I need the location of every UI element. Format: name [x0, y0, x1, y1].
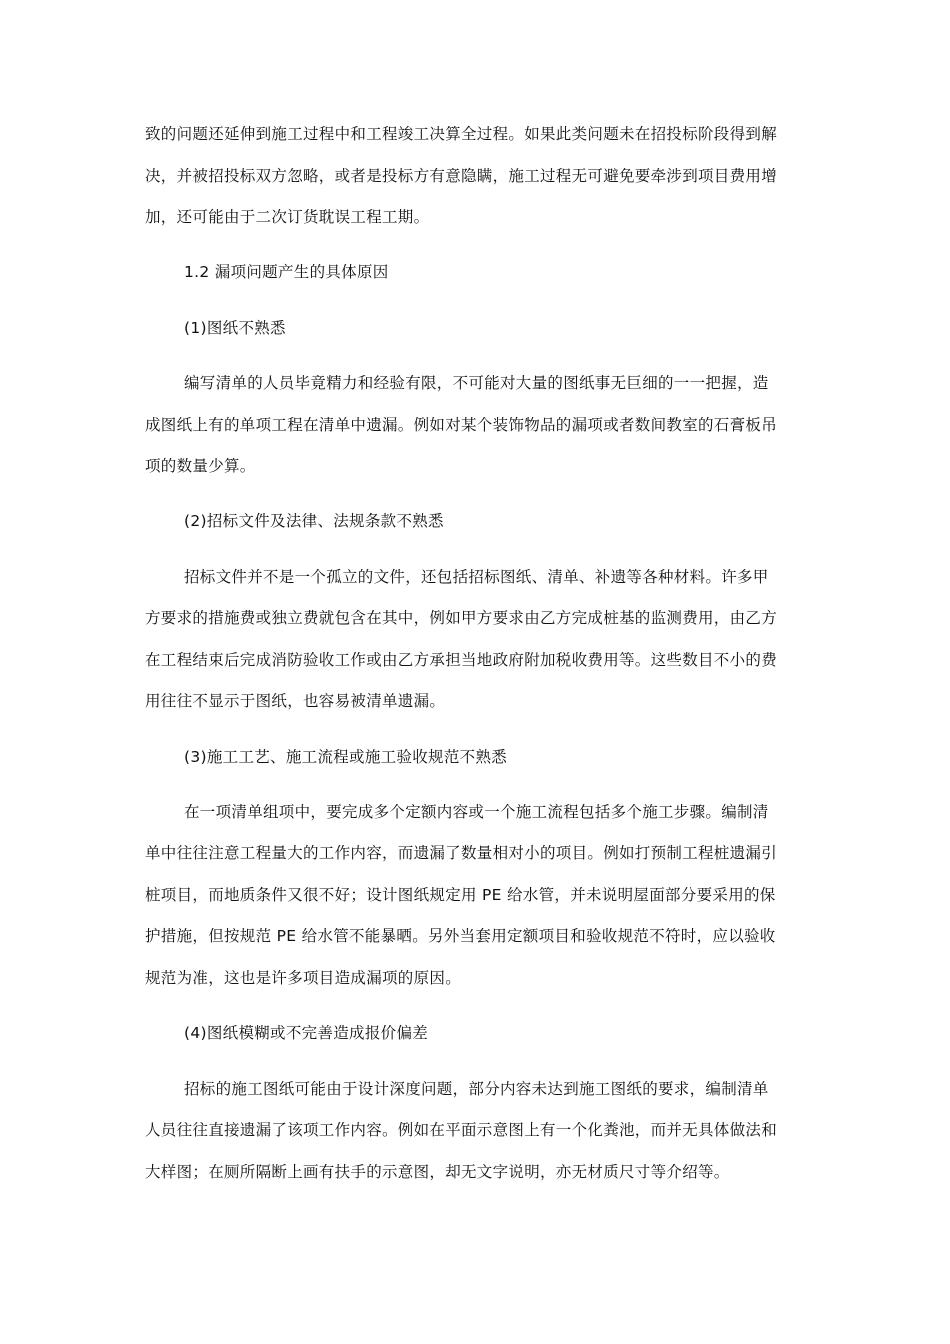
body-text-line: 成图纸上有的单项工程在清单中遗漏。例如对某个装饰物品的漏项或者数间教室的石膏板吊 — [145, 416, 778, 434]
body-text-line: 项的数量少算。 — [145, 457, 256, 475]
body-text-line: 大样图；在厕所隔断上画有扶手的示意图，却无文字说明，亦无材质尺寸等介绍等。 — [145, 1163, 730, 1181]
subsection-heading: (4)图纸模糊或不完善造成报价偏差 — [184, 1024, 429, 1042]
body-text-line: 招标的施工图纸可能由于设计深度问题，部分内容未达到施工图纸的要求，编制清单 — [184, 1080, 769, 1098]
body-text-line: 在工程结束后完成消防验收工作或由乙方承担当地政府附加税收费用等。这些数目不小的费 — [145, 651, 778, 669]
body-text-line: 方要求的措施费或独立费就包含在其中，例如甲方要求由乙方完成桩基的监测费用，由乙方 — [145, 609, 778, 627]
subsection-heading: (3)施工工艺、施工流程或施工验收规范不熟悉 — [184, 748, 508, 766]
body-text-line: 决，并被招投标双方忽略，或者是投标方有意隐瞒，施工过程无可避免要牵涉到项目费用增 — [145, 167, 778, 185]
subsection-heading: (2)招标文件及法律、法规条款不熟悉 — [184, 512, 444, 530]
body-text-line: 在一项清单组项中，要完成多个定额内容或一个施工流程包括多个施工步骤。编制清 — [184, 803, 769, 821]
subsection-heading: (1)图纸不熟悉 — [184, 319, 286, 337]
body-text-line: 招标文件并不是一个孤立的文件，还包括招标图纸、清单、补遗等各种材料。许多甲 — [184, 568, 769, 586]
body-text-line: 规范为准，这也是许多项目造成漏项的原因。 — [145, 969, 462, 987]
body-text-line: 人员往往直接遗漏了该项工作内容。例如在平面示意图上有一个化粪池，而并无具体做法和 — [145, 1121, 778, 1139]
body-text-line: 桩项目，而地质条件又很不好；设计图纸规定用 PE 给水管，并未说明屋面部分要采用的保 — [145, 886, 776, 904]
body-text-line: 单中往往注意工程量大的工作内容，而遗漏了数量相对小的项目。例如打预制工程桩遗漏引 — [145, 844, 778, 862]
body-text-line: 用往往不显示于图纸，也容易被清单遗漏。 — [145, 692, 446, 710]
body-text-line: 护措施，但按规范 PE 给水管不能暴晒。另外当套用定额项目和验收规范不符时，应以验收 — [145, 927, 776, 945]
body-text-line: 编写清单的人员毕竟精力和经验有限，不可能对大量的图纸事无巨细的一一把握，造 — [184, 374, 769, 392]
body-text-line: 加，还可能由于二次订货耽误工程工期。 — [145, 208, 430, 226]
section-heading: 1.2 漏项问题产生的具体原因 — [184, 263, 389, 281]
body-text-line: 致的问题还延伸到施工过程中和工程竣工决算全过程。如果此类问题未在招投标阶段得到解 — [145, 125, 778, 143]
